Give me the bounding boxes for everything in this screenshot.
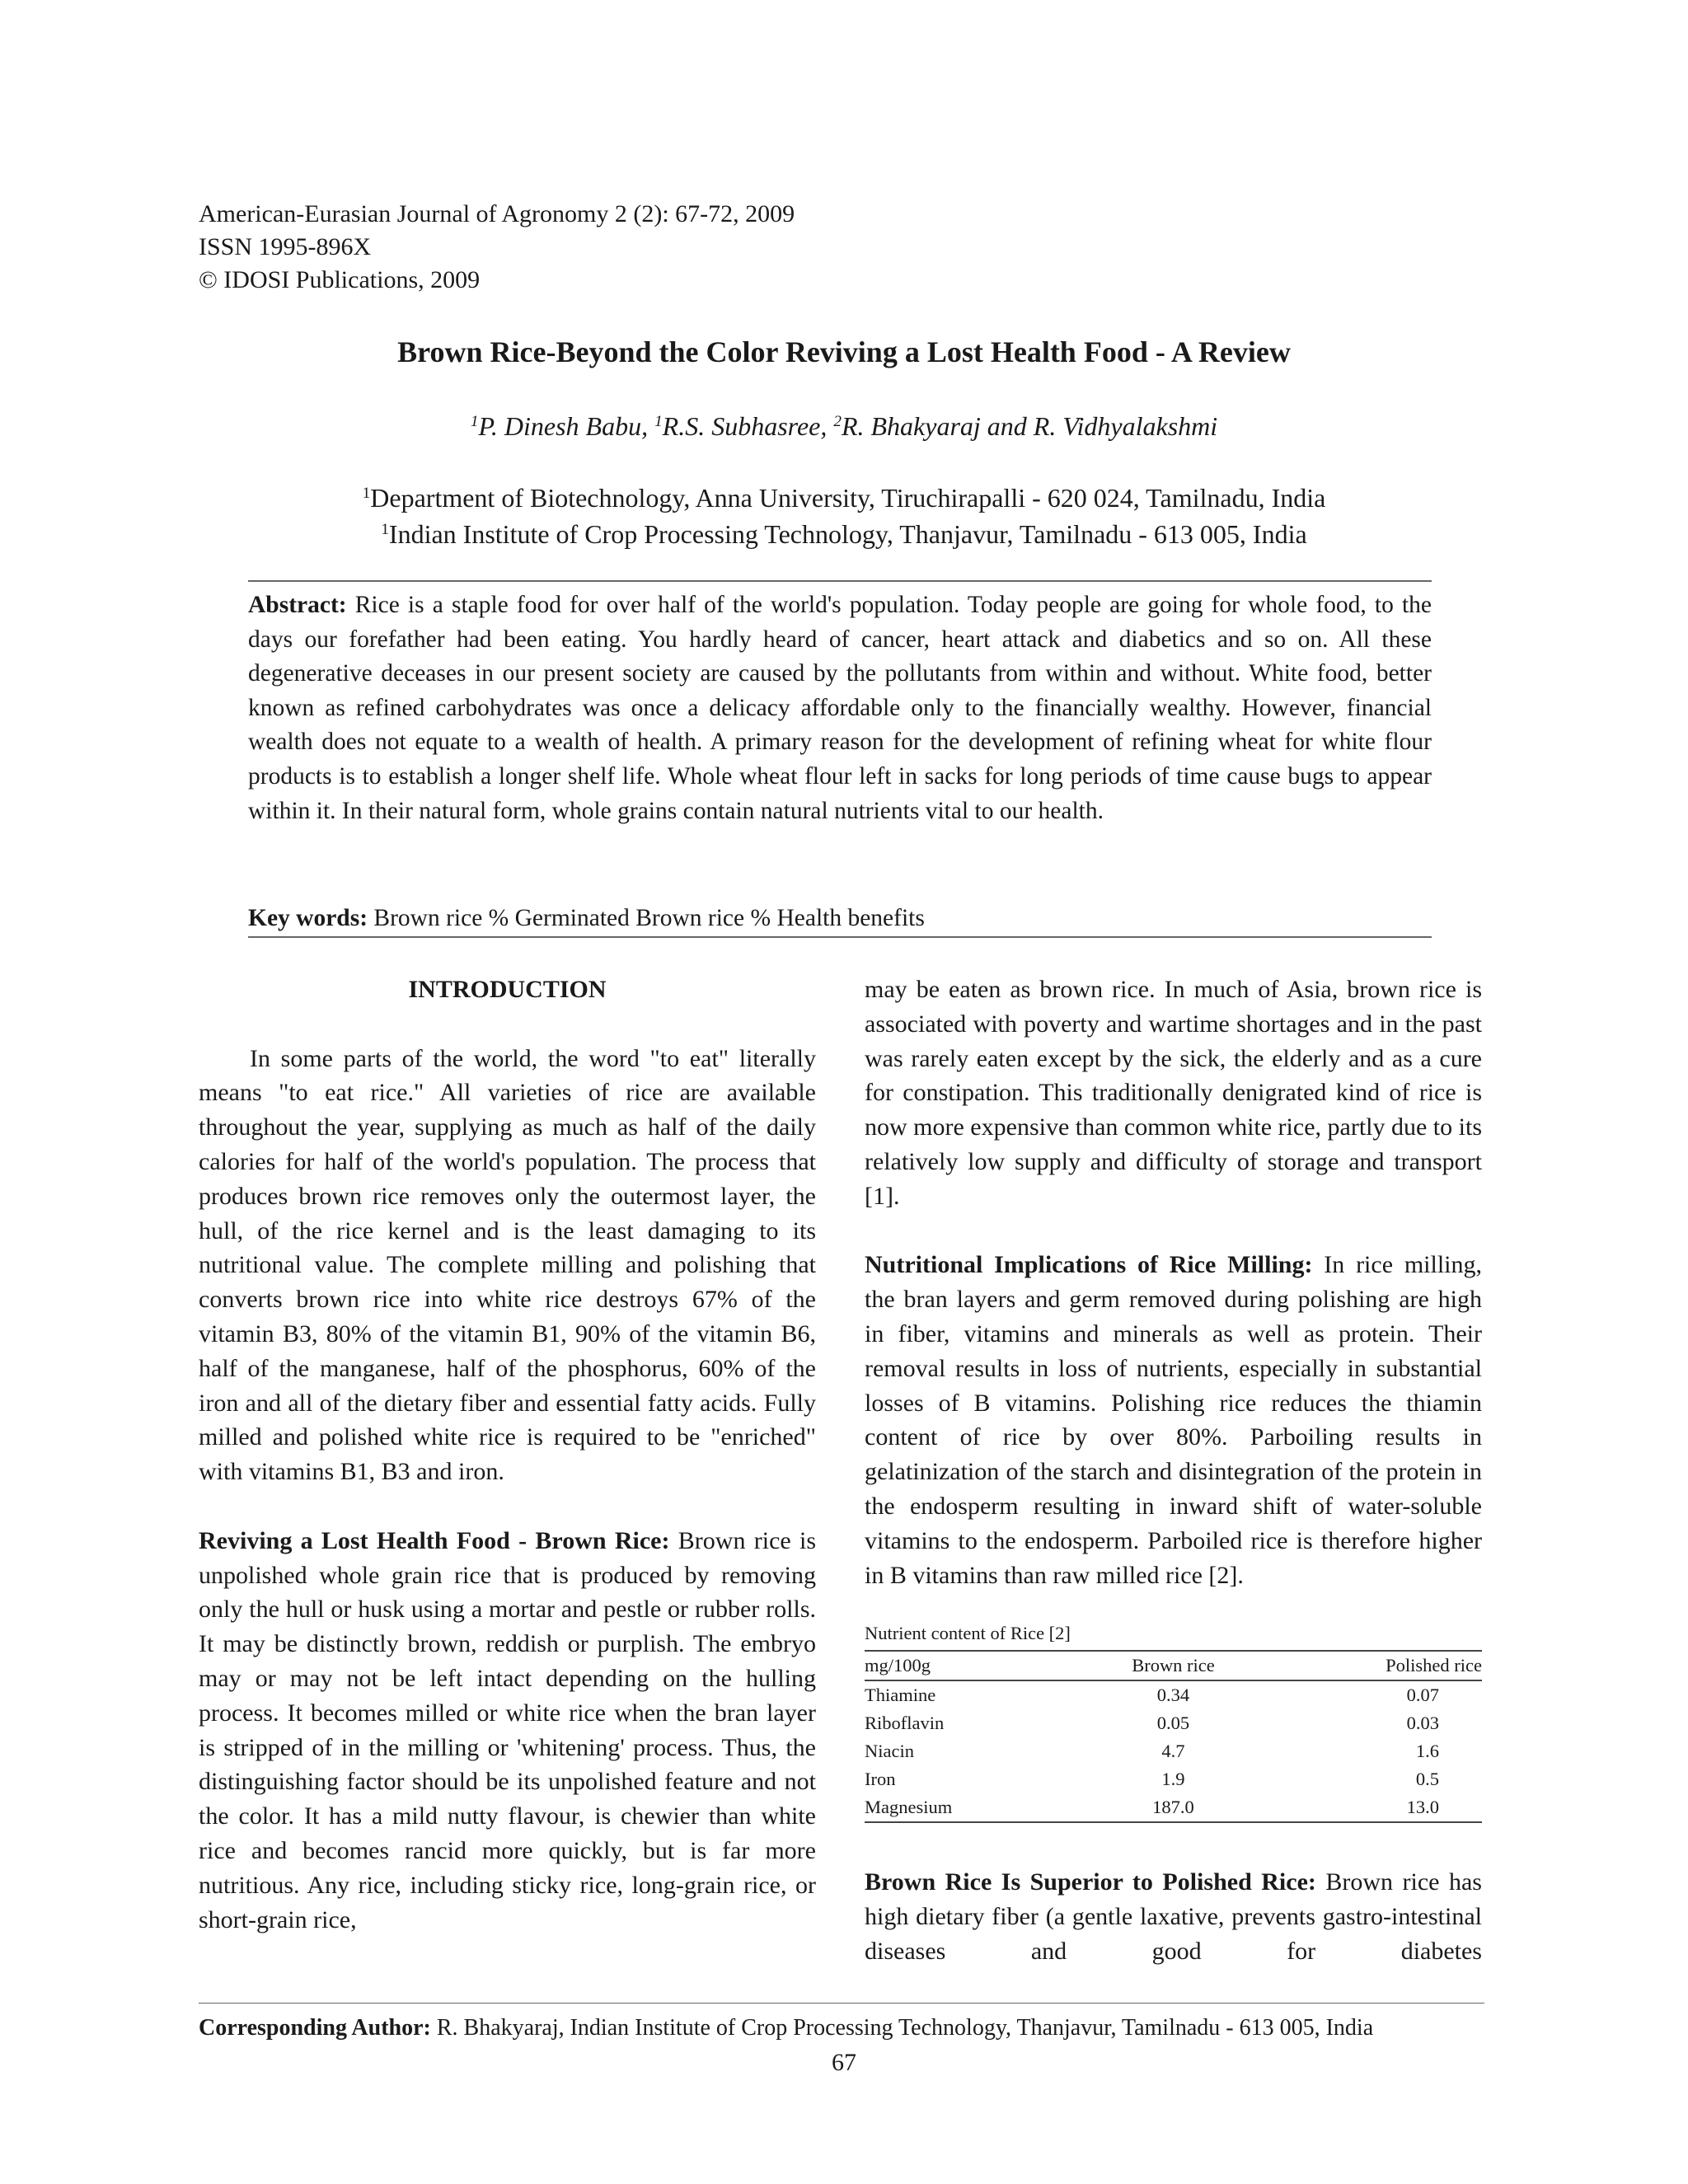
abstract-top-rule xyxy=(248,580,1432,582)
table-cell: Iron xyxy=(865,1769,896,1789)
author-list xyxy=(0,408,1688,444)
table-cell: Niacin xyxy=(865,1741,914,1761)
corresponding-author-note xyxy=(199,2013,1484,2044)
keywords xyxy=(248,902,1432,935)
superior-paragraph xyxy=(865,1865,1482,1968)
table-cell: Magnesium xyxy=(865,1793,1068,1822)
reviving-heading: Reviving a Lost Health Food - Brown Rice: xyxy=(199,1526,670,1554)
table-cell: Riboflavin xyxy=(865,1713,945,1733)
nutrient-table-block xyxy=(865,1620,1482,1823)
corresponding-author-text: R. Bhakyaraj, Indian Institute of Crop Processing Technology, Thanjavur, Tamilnadu - 613 005, India xyxy=(436,2015,1374,2041)
table-cell: 13.0 xyxy=(1278,1793,1482,1822)
table-cell: 1.9 xyxy=(1161,1769,1185,1789)
journal-citation: American-Eurasian Journal of Agronomy 2 (2): 67-72, 2009 xyxy=(199,200,795,227)
reviving-paragraph xyxy=(199,1524,816,1938)
table-cell: 0.03 xyxy=(1406,1713,1439,1733)
superior-heading: Brown Rice Is Superior to Polished Rice: xyxy=(865,1868,1316,1896)
table-row xyxy=(865,1793,1482,1822)
table-header-cell: mg/100g xyxy=(865,1651,1068,1680)
page-number: 67 xyxy=(832,2049,856,2076)
author-affil-mark: 1 xyxy=(470,413,479,431)
journal-header xyxy=(199,198,795,297)
table-cell: 0.07 xyxy=(1406,1685,1439,1705)
author-name: P. Dinesh Babu, xyxy=(478,411,655,441)
nutritional-text: In rice milling, the bran layers and germ removed during polishing are high in fiber, vitamins and minerals as well as protein. Their removal results in loss of nutrients, especially in substantial losses of B vitamins. Polishing rice reduces the thiamin content of rice by over 80%. Parboiling results in gelatinization of the starch and disintegration of the protein in the endosperm resulting in inward shift of water-soluble vitamins to the endosperm. Parboiled rice is therefore higher in B vitamins than raw milled rice [2]. xyxy=(865,1251,1482,1589)
table-row xyxy=(865,1680,1482,1709)
affiliation-text: Indian Institute of Crop Processing Technology, Thanjavur, Tamilnadu - 613 005, India xyxy=(388,519,1307,549)
journal-issn: ISSN 1995-896X xyxy=(199,233,372,260)
table-row xyxy=(865,1765,1482,1793)
keywords-bottom-rule xyxy=(248,936,1432,938)
table-cell: 1.6 xyxy=(1415,1741,1439,1761)
table-header-cell: Brown rice xyxy=(1068,1651,1278,1680)
footnote-rule xyxy=(199,2003,1484,2004)
journal-publisher: © IDOSI Publications, 2009 xyxy=(199,266,481,293)
author-affil-mark: 1 xyxy=(654,413,663,431)
table-caption: Nutrient content of Rice [2] xyxy=(865,1623,1071,1643)
table-row xyxy=(865,1709,1482,1737)
abstract xyxy=(248,588,1432,828)
right-column-continued xyxy=(865,1865,1482,1968)
right-column xyxy=(865,972,1482,1592)
nutrient-table xyxy=(865,1650,1482,1823)
introduction-paragraph: In some parts of the world, the word "to eat" literally means "to eat rice." All varieties of rice are available throughout the year, supplying as much as half of the daily calories for half of the world's population. The process that produces brown rice removes only the outermost layer, the hull, of the rice kernel and is the least damaging to its nutritional value. The complete milling and polishing that converts brown rice into white rice destroys 67% of the vitamin B3, 80% of the vitamin B1, 90% of the vitamin B6, half of the manganese, half of the phosphorus, 60% of the iron and all of the dietary fiber and essential fatty acids. Fully milled and polished white rice is required to be "enriched" with vitamins B1, B3 and iron. xyxy=(199,1044,816,1486)
author-affil-mark: 2 xyxy=(833,413,842,431)
affiliation-text: Department of Biotechnology, Anna University, Tiruchirapalli - 620 024, Tamilnadu, India xyxy=(370,483,1326,513)
affiliation-mark: 1 xyxy=(362,485,371,503)
affiliation-mark: 1 xyxy=(381,521,389,539)
affiliation xyxy=(0,480,1688,516)
abstract-label: Abstract: xyxy=(248,592,347,618)
affiliation xyxy=(0,516,1688,552)
nutritional-heading: Nutritional Implications of Rice Milling: xyxy=(865,1251,1313,1279)
table-cell: 0.34 xyxy=(1156,1685,1190,1705)
table-cell: 0.05 xyxy=(1156,1713,1190,1733)
left-column xyxy=(199,972,816,1937)
nutritional-paragraph xyxy=(865,1248,1482,1592)
table-cell: Thiamine xyxy=(865,1685,936,1705)
affiliation-list xyxy=(0,480,1688,552)
table-cell: 0.5 xyxy=(1415,1769,1439,1789)
abstract-text: Rice is a staple food for over half of the world's population. Today people are going for whole food, to the days our forefather had been eating. You hardly heard of cancer, heart attack and diabetics and so on. All these degenerative deceases in our present society are caused by the pollutants from within and without. White food, better known as refined carbohydrates was once a delicacy affordable only to the financially wealthy. However, financial wealth does not equate to a wealth of health. A primary reason for the development of refining wheat for white flour products is to establish a longer shelf life. Whole wheat flour left in sacks for long periods of time cause bugs to appear within it. In their natural form, whole grains contain natural nutrients vital to our health. xyxy=(248,592,1432,824)
superior-text: Brown rice has high dietary fiber (a gentle laxative, prevents gastro-intestinal diseases and good for diabetes xyxy=(865,1868,1482,1965)
reviving-text: Brown rice is unpolished whole grain rice that is produced by removing only the hull or husk using a mortar and pestle or rubber rolls. It may be distinctly brown, reddish or purplish. The embryo may or may not be left intact depending on the hulling process. It becomes milled or white rice when the bran layer is stripped of in the milling or 'whitening' process. Thus, the distinguishing factor should be its unpolished feature and not the color. It has a mild nutty flavour, is chewier than white rice and becomes rancid more quickly, but is far more nutritious. Any rice, including sticky rice, long-grain rice, or short-grain rice, xyxy=(199,1526,816,1933)
author-name: R.S. Subhasree, xyxy=(662,411,834,441)
corresponding-author-label: Corresponding Author: xyxy=(199,2015,431,2041)
table-cell: 187.0 xyxy=(1068,1793,1278,1822)
author-name: R. Bhakyaraj and R. Vidhyalakshmi xyxy=(841,411,1218,441)
section-heading-introduction: INTRODUCTION xyxy=(408,976,607,1003)
keywords-label: Key words: xyxy=(248,905,368,931)
paper-title: Brown Rice-Beyond the Color Reviving a Lost Health Food - A Review xyxy=(397,335,1291,368)
table-header-cell: Polished rice xyxy=(1278,1651,1482,1680)
continued-paragraph: may be eaten as brown rice. In much of Asia, brown rice is associated with poverty and wartime shortages and in the past was rarely eaten except by the sick, the elderly and as a cure for constipation. This traditionally denigrated kind of rice is now more expensive than common white rice, partly due to its relatively low supply and difficulty of storage and transport [1]. xyxy=(865,976,1482,1210)
table-row xyxy=(865,1737,1482,1765)
table-cell: 4.7 xyxy=(1161,1741,1185,1761)
keywords-text: Brown rice % Germinated Brown rice % Health benefits xyxy=(373,905,925,931)
table-header-row xyxy=(865,1651,1482,1680)
